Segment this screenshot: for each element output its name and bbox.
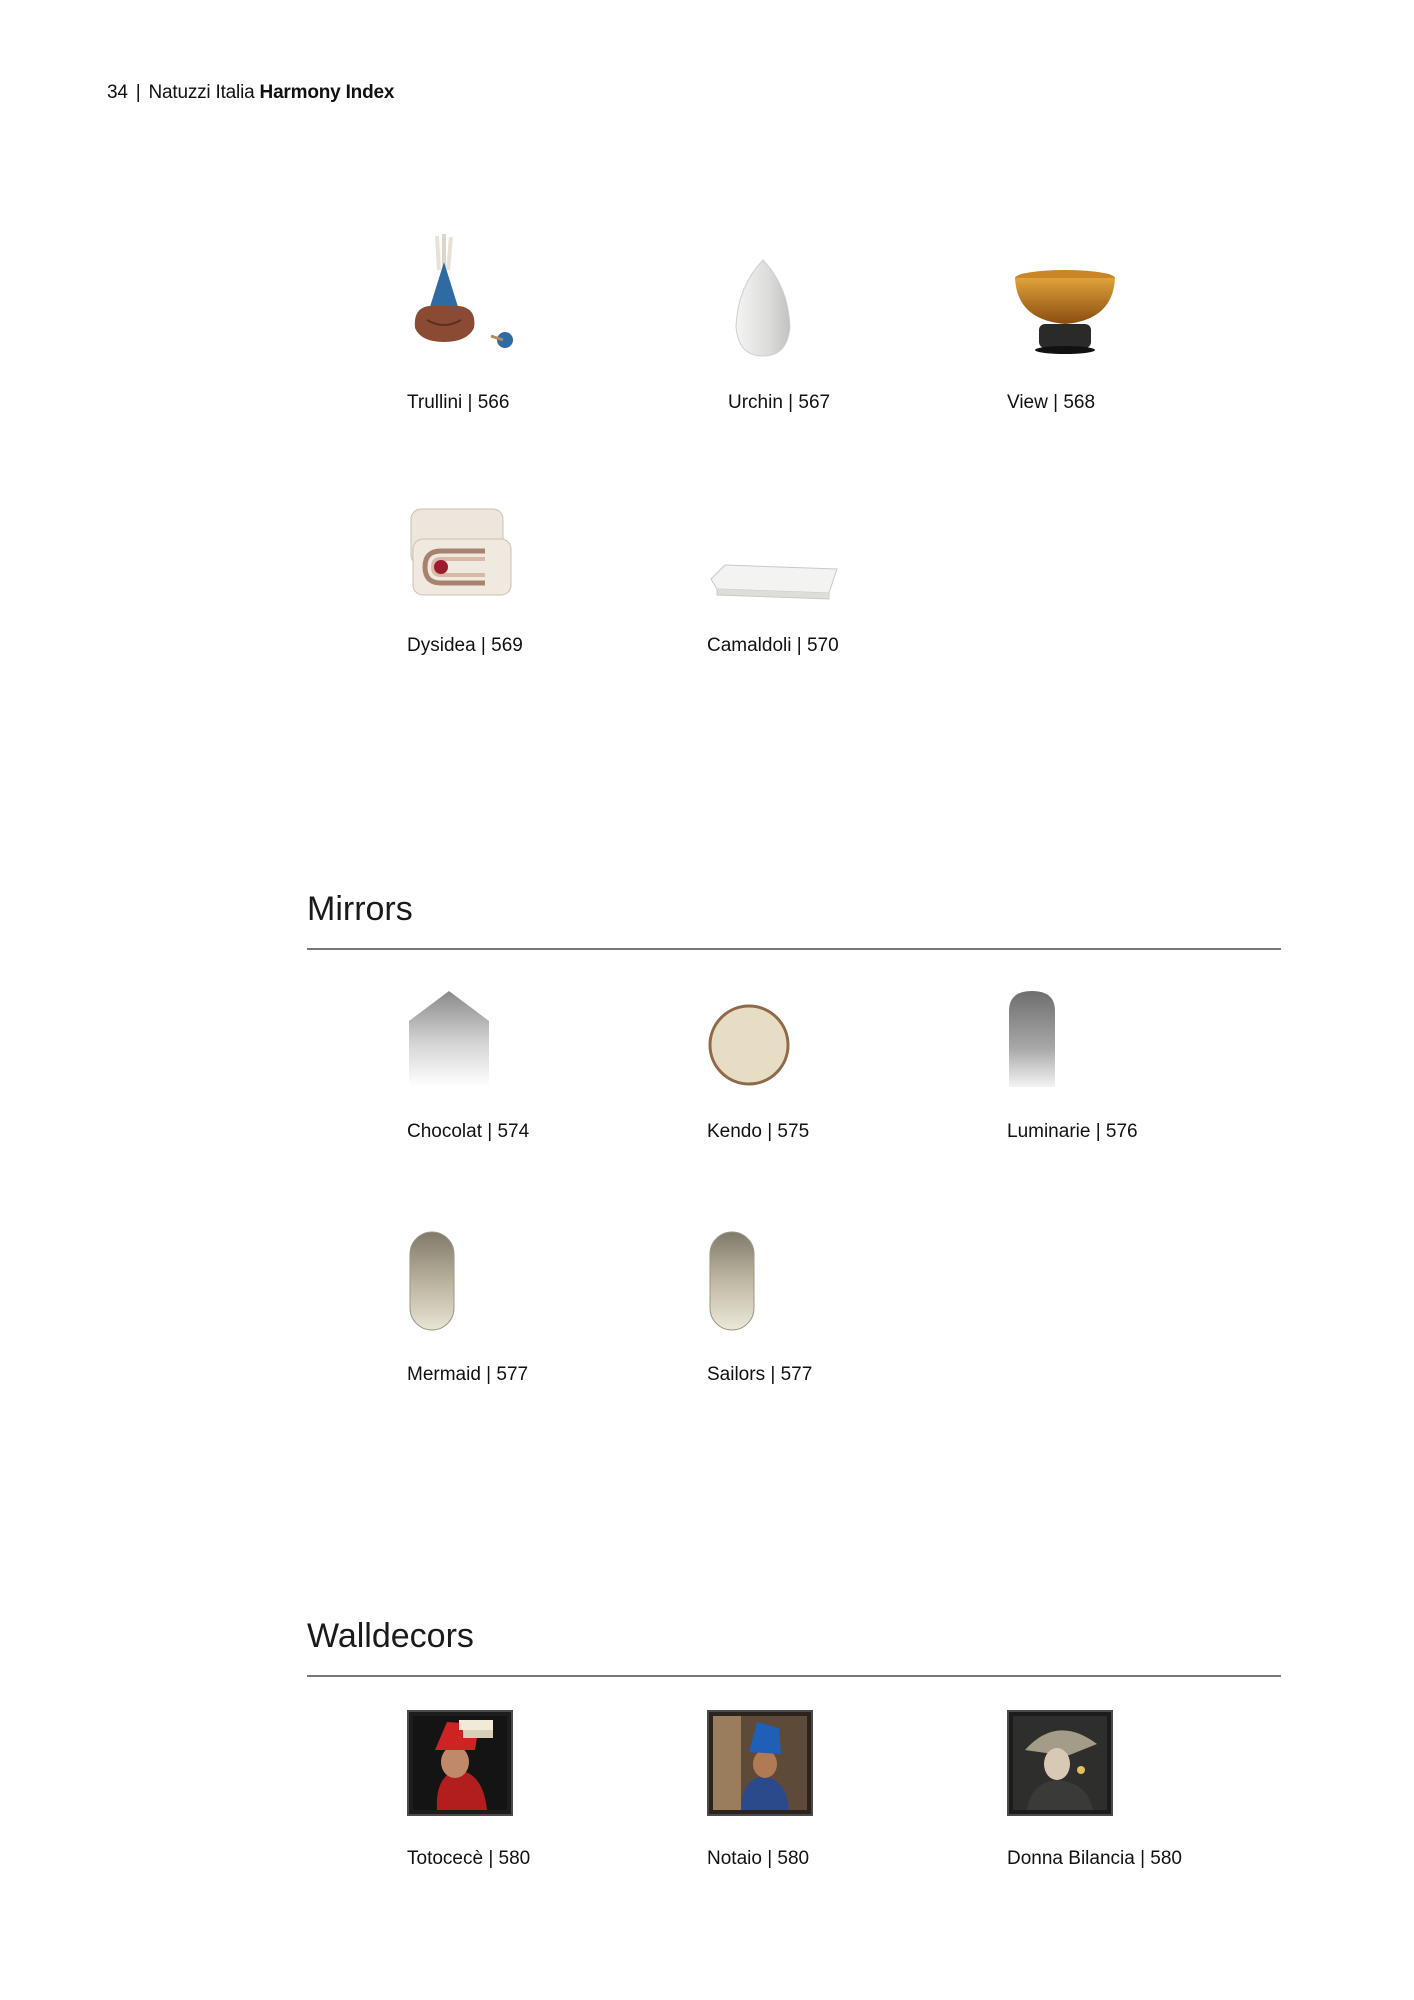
house-mirror-icon	[407, 989, 491, 1089]
portrait-blue-hat-icon	[707, 1710, 813, 1816]
white-throw-icon	[707, 559, 841, 603]
product-label: Dysidea | 569	[407, 635, 523, 656]
oval-mirror-icon	[707, 1230, 757, 1332]
document-title: Harmony Index	[259, 82, 395, 103]
white-vase-icon	[728, 256, 798, 360]
product-label: Donna Bilancia | 580	[1007, 1848, 1182, 1869]
product-label: Chocolat | 574	[407, 1121, 530, 1142]
product-label: Trullini | 566	[407, 392, 510, 413]
arched-mirror-icon	[1007, 989, 1057, 1089]
product-label: Mermaid | 577	[407, 1364, 529, 1385]
product-label: Notaio | 580	[707, 1848, 810, 1869]
section-divider	[307, 948, 1281, 950]
product-label: Luminarie | 576	[1007, 1121, 1138, 1142]
product-label: Kendo | 575	[707, 1121, 810, 1142]
round-mirror-icon	[707, 1003, 791, 1087]
amber-bowl-icon	[1007, 264, 1127, 360]
portrait-woman-icon	[1007, 1710, 1113, 1816]
product-label: View | 568	[1007, 392, 1096, 413]
product-label: Totocecè | 580	[407, 1848, 531, 1869]
product-label: Sailors | 577	[707, 1364, 813, 1385]
product-label: Camaldoli | 570	[707, 635, 839, 656]
cushions-icon	[407, 503, 513, 603]
product-label: Urchin | 567	[728, 392, 831, 413]
cone-diffuser-icon	[407, 232, 527, 360]
section-title-walldecors: Walldecors	[307, 1617, 474, 1655]
page-number: 34	[107, 82, 128, 103]
page-header	[107, 82, 394, 104]
header-separator: |	[135, 82, 141, 103]
section-title-mirrors: Mirrors	[307, 890, 413, 928]
portrait-red-hat-icon	[407, 1710, 513, 1816]
section-divider	[307, 1675, 1281, 1677]
oval-mirror-icon	[407, 1230, 457, 1332]
brand-name: Natuzzi Italia	[148, 82, 255, 103]
